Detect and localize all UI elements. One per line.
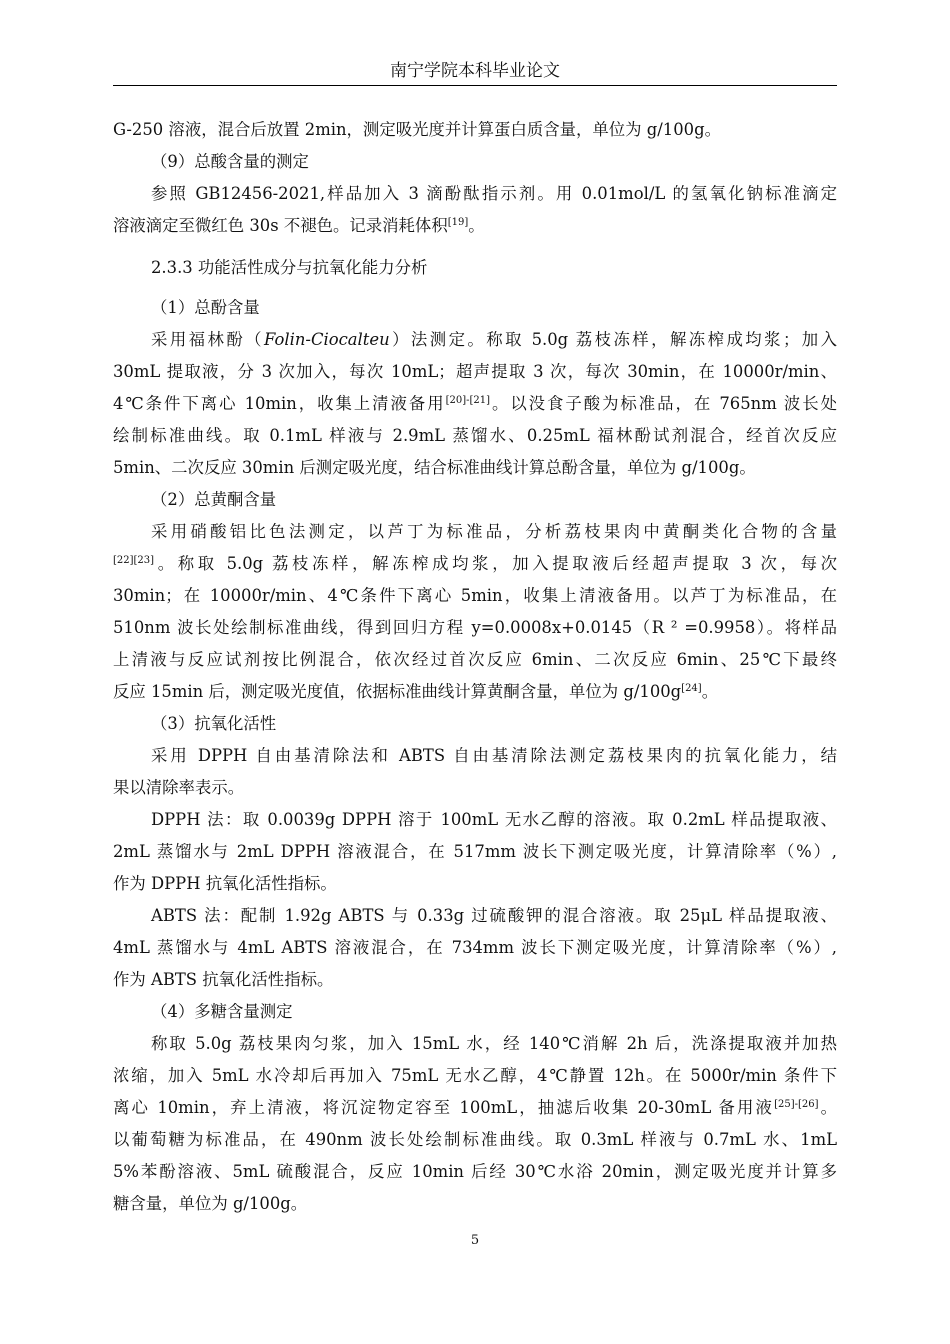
text-run: 采用福林酚（ [151,330,265,349]
paragraph-line [113,1060,837,1092]
paragraph-line [113,1028,837,1060]
citation-ref: [24] [681,683,702,694]
page-number: 5 [470,1233,480,1248]
section-heading-line [113,484,837,516]
text-run: 反应 15min 后，测定吸光度值，依据标准曲线计算黄酮含量，单位为 g/100g [113,682,682,701]
paragraph-line [113,1188,837,1220]
paragraph-line [113,580,837,612]
text-run: ）法测定。称取 5.0g 荔枝冻样，解冻榨成均浆；加入 [389,330,837,349]
paragraph-line [113,178,837,210]
section-heading-line [113,252,837,284]
text-run: 30min；在 10000r/min、4℃条件下离心 5min，收集上清液备用。以芦丁为标准品，在 [113,586,837,605]
text-run: 30mL 提取液，分 3 次加入，每次 10mL；超声提取 3 次，每次 30min，在 10000r/min、 [113,362,837,381]
text-run: 绘制标准曲线。取 0.1mL 样液与 2.9mL 蒸馏水、0.25mL 福林酚试剂混合，经首次反应 [113,426,837,445]
text-run: 2.3.3 功能活性成分与抗氧化能力分析 [151,258,428,277]
text-run: （1）总酚含量 [151,298,260,317]
text-run: 2mL 蒸馏水与 2mL DPPH 溶液混合，在 517mm 波长下测定吸光度，计算清除率（%）, [113,842,837,861]
text-run: 上清液与反应试剂按比例混合，依次经过首次反应 6min、二次反应 6min、25℃下最终 [113,650,837,669]
paragraph-line [113,964,837,996]
text-run: 以葡萄糖为标准品，在 490nm 波长处绘制标准曲线。取 0.3mL 样液与 0.7mL 水、1mL [113,1130,837,1149]
text-run: （3）抗氧化活性 [151,714,277,733]
paragraph-line [113,1092,837,1124]
paragraph-line [113,420,837,452]
section-heading-line [113,292,837,324]
text-run: 5%苯酚溶液、5mL 硫酸混合，反应 10min 后经 30℃水浴 20min，测定吸光度并计算多 [113,1162,837,1181]
section-heading-line [113,996,837,1028]
text-run: 离心 10min，弃上清液，将沉淀物定容至 100mL，抽滤后收集 20-30mL 备用液 [113,1098,775,1117]
citation-ref: [22][23] [113,555,155,566]
text-run: 。以没食子酸为标准品，在 765nm 波长处 [490,394,837,413]
text-run: Folin-Ciocalteu [264,330,390,349]
text-run: 采用 DPPH 自由基清除法和 ABTS 自由基清除法测定荔枝果肉的抗氧化能力，结 [151,746,837,765]
text-run: 称取 5.0g 荔枝果肉匀浆，加入 15mL 水，经 140℃消解 2h 后，洗涤提取液并加热 [151,1034,837,1053]
paragraph-line [113,836,837,868]
paragraph-line [113,612,837,644]
text-run: 4℃条件下离心 10min，收集上清液备用 [113,394,446,413]
text-run: 。 [701,682,719,701]
paragraph-line [113,114,837,146]
paragraph-line [113,932,837,964]
paragraph-line [113,516,837,548]
text-run: 作为 DPPH 抗氧化活性指标。 [113,874,337,893]
text-run: 510nm 波长处绘制标准曲线，得到回归方程 y=0.0008x+0.0145（R ² =0.9958）。将样品 [113,618,837,637]
text-run: 糖含量，单位为 g/100g。 [113,1194,308,1213]
text-run: （4）多糖含量测定 [151,1002,293,1021]
paragraph-line [113,324,837,356]
paragraph-line [113,740,837,772]
text-run: 作为 ABTS 抗氧化活性指标。 [113,970,334,989]
paragraph-line [113,644,837,676]
text-run: DPPH 法：取 0.0039g DPPH 溶于 100mL 无水乙醇的溶液。取 0.2mL 样品提取液、 [151,810,837,829]
text-run: （2）总黄酮含量 [151,490,277,509]
section-heading-line [113,146,837,178]
text-run: 。 [468,216,485,235]
citation-ref: [20]-[21] [445,395,491,406]
paragraph-line [113,1156,837,1188]
page-header-title: 南宁学院本科毕业论文 [113,60,837,86]
paragraph-line [113,772,837,804]
paragraph-line [113,1124,837,1156]
text-run: 5min、二次反应 30min 后测定吸光度，结合标准曲线计算总酚含量，单位为 g/100g。 [113,458,756,477]
text-run: 果以清除率表示。 [113,778,245,797]
text-run: 采用硝酸铝比色法测定，以芦丁为标准品，分析荔枝果肉中黄酮类化合物的含量 [151,522,837,541]
text-run: （9）总酸含量的测定 [151,152,309,171]
paragraph-line [113,388,837,420]
paragraph-line [113,676,837,708]
text-run: 溶液滴定至微红色 30s 不褪色。记录消耗体积 [113,216,448,235]
paragraph-line [113,900,837,932]
text-run: 参照 GB12456-2021,样品加入 3 滴酚酞指示剂。用 0.01mol/L 的氢氧化钠标准滴定 [151,184,837,203]
section-heading-line [113,708,837,740]
text-run: ABTS 法：配制 1.92g ABTS 与 0.33g 过硫酸钾的混合溶液。取 25μL 样品提取液、 [151,906,837,925]
text-run: G-250 溶液，混合后放置 2min，测定吸光度并计算蛋白质含量，单位为 g/100g。 [113,120,721,139]
document-body [113,114,837,1220]
text-run: 浓缩，加入 5mL 水冷却后再加入 75mL 无水乙醇，4℃静置 12h。在 5000r/min 条件下 [113,1066,837,1085]
paragraph-line [113,548,837,580]
citation-ref: [25]-[26] [774,1099,819,1110]
text-run: 。称取 5.0g 荔枝冻样，解冻榨成均浆，加入提取液后经超声提取 3 次，每次 [154,554,837,573]
paragraph-line [113,210,837,242]
paragraph-line [113,804,837,836]
paragraph-line [113,452,837,484]
text-run: 。 [818,1098,837,1117]
citation-ref: [19] [447,217,469,228]
paragraph-line [113,868,837,900]
paragraph-line [113,356,837,388]
text-run: 4mL 蒸馏水与 4mL ABTS 溶液混合，在 734mm 波长下测定吸光度，计算清除率（%）, [113,938,837,957]
